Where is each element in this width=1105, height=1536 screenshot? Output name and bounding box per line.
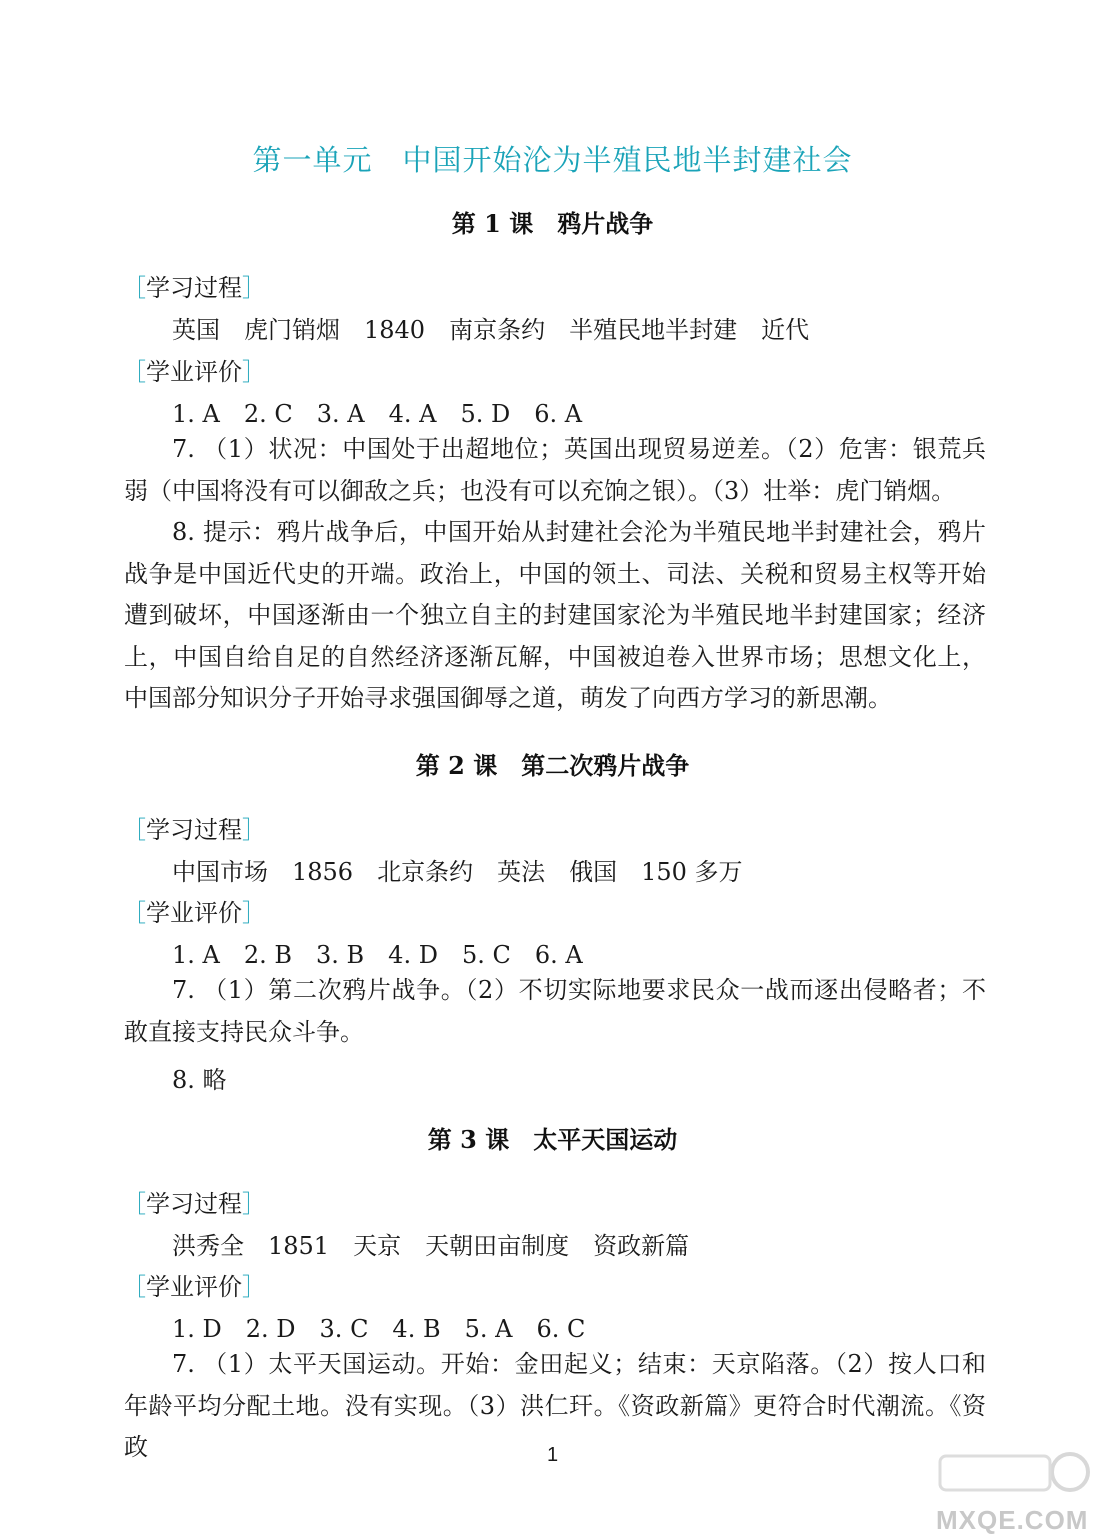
lesson-3-process-heading: ［学习过程］ [122,1190,266,1218]
page-number: 1 [546,1444,559,1466]
lesson-2-choice-answers: 1. A 2. B 3. B 4. D 5. C 6. A [172,941,583,969]
lesson-1-q7: 7. （1）状况：中国处于出超地位；英国出现贸易逆差。（2）危害：银荒兵弱（中国将没有可以御敌之兵；也没有可以充饷之银）。（3）壮举：虎门销烟。 [124,435,986,505]
lesson-1-title: 第 1 课 鸦片战争 [451,209,654,238]
lesson-3-process-answers: 洪秀全 1851 天京 天朝田亩制度 资政新篇 [172,1232,690,1260]
lesson-2-title: 第 2 课 第二次鸦片战争 [415,751,690,780]
lesson-1-choice-answers: 1. A 2. C 3. A 4. A 5. D 6. A [172,400,583,428]
lesson-2-q7: 7. （1）第二次鸦片战争。（2）不切实际地要求民众一战而逐出侵略者；不敢直接支持民众斗争。 [124,976,986,1046]
lesson-3-title: 第 3 课 太平天国运动 [427,1125,678,1154]
lesson-3-evaluation-heading: ［学业评价］ [122,1273,266,1301]
lesson-2-evaluation-heading: ［学业评价］ [122,899,266,927]
unit-title: 第一单元 中国开始沦为半殖民地半封建社会 [252,143,853,177]
lesson-2-process-heading: ［学习过程］ [122,816,266,844]
lesson-2-process-answers: 中国市场 1856 北京条约 英法 俄国 150 多万 [172,858,743,886]
lesson-3-q7: 7. （1）太平天国运动。开始：金田起义；结束：天京陷落。（2）按人口和年龄平均分配土地。没有实现。（3）洪仁玕。《资政新篇》更符合时代潮流。《资政 [124,1350,986,1461]
watermark-text: MXQE.COM [936,1505,1089,1535]
lesson-2-q8: 8. 略 [172,1066,227,1094]
lesson-1-process-heading: ［学习过程］ [122,274,266,302]
lesson-1-evaluation-heading: ［学业评价］ [122,358,266,386]
lesson-3-choice-answers: 1. D 2. D 3. C 4. B 5. A 6. C [172,1315,586,1343]
lesson-1-process-answers: 英国 虎门销烟 1840 南京条约 半殖民地半封建 近代 [172,316,810,344]
lesson-1-q8: 8. 提示：鸦片战争后，中国开始从封建社会沦为半殖民地半封建社会，鸦片战争是中国近代史的开端。政治上，中国的领土、司法、关税和贸易主权等开始遭到破坏，中国逐渐由一个独立自主的封建国家沦为半殖民地半封建国家；经济上，中国自给自足的自然经济逐渐瓦解，中国被迫卷入世界市场；思想文化上，中国部分知识分子开始寻求强国御辱之道，萌发了向西方学习的新思潮。 [124,518,986,712]
